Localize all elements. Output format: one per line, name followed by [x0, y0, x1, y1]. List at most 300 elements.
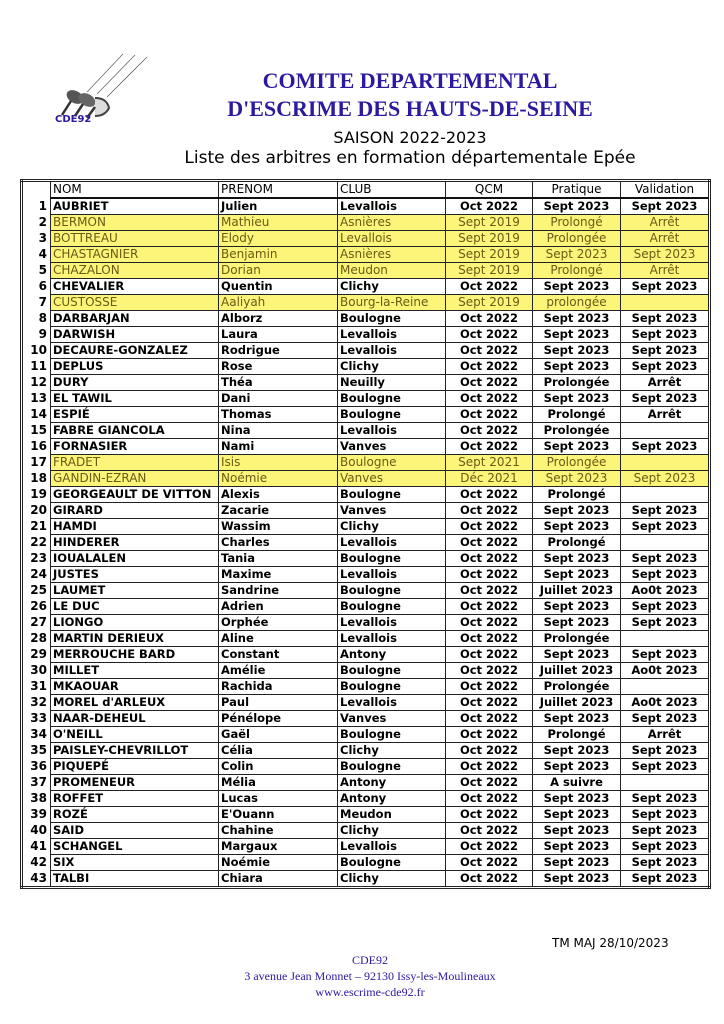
table-row: [22, 407, 710, 423]
cell-nom: SAID: [51, 823, 219, 839]
table-row: [22, 775, 710, 791]
table-row: [22, 551, 710, 567]
table-row: [22, 471, 710, 487]
cell-pratique: Sept 2023: [533, 503, 621, 519]
column-header-pratique: Pratique: [533, 181, 621, 199]
cell-nom: MOREL d'ARLEUX: [51, 695, 219, 711]
cell-validation: Ao0t 2023: [621, 583, 710, 599]
table-row: [22, 807, 710, 823]
cell-nom: GEORGEAULT DE VITTON: [51, 487, 219, 503]
table-row: [22, 198, 710, 215]
cell-pratique: Sept 2023: [533, 519, 621, 535]
cell-validation: Sept 2023: [621, 871, 710, 888]
season-label: SAISON 2022-2023: [333, 128, 487, 147]
cell-qcm: Sept 2019: [446, 263, 533, 279]
row-number: 33: [30, 711, 47, 725]
cell-nom: EL TAWIL: [51, 391, 219, 407]
cell-prenom: Rose: [219, 359, 338, 375]
cell-club: Levallois: [338, 631, 446, 647]
table-row: [22, 535, 710, 551]
cell-qcm: Oct 2022: [446, 375, 533, 391]
cell-qcm: Sept 2021: [446, 455, 533, 471]
cell-qcm: Sept 2019: [446, 295, 533, 311]
cell-nom: CHAZALON: [51, 263, 219, 279]
cell-qcm: Oct 2022: [446, 839, 533, 855]
cell-pratique: Sept 2023: [533, 839, 621, 855]
cell-validation: Sept 2023: [621, 823, 710, 839]
cell-pratique: Sept 2023: [533, 327, 621, 343]
table-row: [22, 359, 710, 375]
cell-validation: Sept 2023: [621, 743, 710, 759]
cell-prenom: Noémie: [219, 855, 338, 871]
table-row: [22, 423, 710, 439]
title-line-1: COMITE DEPARTEMENTAL: [262, 68, 558, 93]
cell-qcm: Sept 2019: [446, 215, 533, 231]
cell-validation: Sept 2023: [621, 599, 710, 615]
cell-nom: LAUMET: [51, 583, 219, 599]
cell-nom: FABRE GIANCOLA: [51, 423, 219, 439]
row-number: 28: [30, 631, 47, 645]
title-line-2: D'ESCRIME DES HAUTS-DE-SEINE: [227, 96, 593, 121]
row-number: 14: [30, 407, 47, 421]
cell-nom: HINDERER: [51, 535, 219, 551]
cell-validation: Arrêt: [621, 263, 710, 279]
cell-prenom: Constant: [219, 647, 338, 663]
cell-qcm: Oct 2022: [446, 327, 533, 343]
row-number: 30: [30, 663, 47, 677]
cell-validation: [621, 487, 710, 503]
table-header-row: [22, 181, 710, 199]
cell-nom: O'NEILL: [51, 727, 219, 743]
cell-pratique: Sept 2023: [533, 391, 621, 407]
cell-qcm: Oct 2022: [446, 391, 533, 407]
list-title: Liste des arbitres en formation départementale Epée: [184, 148, 636, 168]
referees-table: [20, 179, 711, 889]
cell-club: Levallois: [338, 535, 446, 551]
table-row: [22, 311, 710, 327]
table-row: [22, 871, 710, 888]
cell-pratique: Prolongée: [533, 231, 621, 247]
cell-nom: DARWISH: [51, 327, 219, 343]
cell-validation: Sept 2023: [621, 567, 710, 583]
row-number: 15: [30, 423, 47, 437]
cell-validation: Sept 2023: [621, 759, 710, 775]
cell-nom: IOUALALEN: [51, 551, 219, 567]
cell-pratique: Prolongée: [533, 631, 621, 647]
cell-pratique: Sept 2023: [533, 759, 621, 775]
column-header-prenom: PRENOM: [219, 181, 338, 199]
row-number: 40: [30, 823, 47, 837]
table-row: [22, 263, 710, 279]
table-row: [22, 855, 710, 871]
cell-qcm: Oct 2022: [446, 503, 533, 519]
cell-prenom: Colin: [219, 759, 338, 775]
cell-prenom: Wassim: [219, 519, 338, 535]
row-number: 37: [30, 775, 47, 789]
cell-pratique: Sept 2023: [533, 279, 621, 295]
table-row: [22, 759, 710, 775]
row-number: 9: [38, 327, 47, 341]
cell-validation: Sept 2023: [621, 551, 710, 567]
cell-club: Boulogne: [338, 663, 446, 679]
cell-pratique: Sept 2023: [533, 711, 621, 727]
cell-club: Levallois: [338, 423, 446, 439]
cell-pratique: Sept 2023: [533, 359, 621, 375]
cell-pratique: Juillet 2023: [533, 583, 621, 599]
cell-nom: LE DUC: [51, 599, 219, 615]
cell-validation: [621, 423, 710, 439]
cell-prenom: Orphée: [219, 615, 338, 631]
cell-prenom: Tania: [219, 551, 338, 567]
cell-club: Boulogne: [338, 583, 446, 599]
cell-club: Vanves: [338, 503, 446, 519]
cell-nom: GANDIN-EZRAN: [51, 471, 219, 487]
cell-nom: ESPIÉ: [51, 407, 219, 423]
cell-club: Levallois: [338, 198, 446, 215]
cell-validation: Arrêt: [621, 215, 710, 231]
cell-club: Boulogne: [338, 311, 446, 327]
cell-validation: [621, 295, 710, 311]
cell-nom: BERMON: [51, 215, 219, 231]
table-row: [22, 295, 710, 311]
cell-pratique: Sept 2023: [533, 855, 621, 871]
cell-pratique: Sept 2023: [533, 615, 621, 631]
cell-qcm: Oct 2022: [446, 759, 533, 775]
row-number: 6: [38, 279, 47, 293]
cell-nom: MILLET: [51, 663, 219, 679]
row-number: 7: [38, 295, 47, 309]
cell-qcm: Oct 2022: [446, 567, 533, 583]
row-number: 29: [30, 647, 47, 661]
cell-nom: CHEVALIER: [51, 279, 219, 295]
cell-prenom: Maxime: [219, 567, 338, 583]
logo-text: CDE92: [55, 114, 92, 125]
row-number: 12: [30, 375, 47, 389]
cell-nom: DURY: [51, 375, 219, 391]
cell-pratique: Sept 2023: [533, 247, 621, 263]
table-row: [22, 455, 710, 471]
cell-qcm: Oct 2022: [446, 519, 533, 535]
table-row: [22, 215, 710, 231]
row-number: 25: [30, 583, 47, 597]
footer-address: 3 avenue Jean Monnet – 92130 Issy-les-Moulineaux: [244, 969, 496, 983]
cell-validation: Sept 2023: [621, 439, 710, 455]
cell-qcm: Oct 2022: [446, 647, 533, 663]
row-number: 35: [30, 743, 47, 757]
row-number: 18: [30, 471, 47, 485]
cell-nom: HAMDI: [51, 519, 219, 535]
column-header-qcm: QCM: [446, 181, 533, 199]
cell-nom: JUSTES: [51, 567, 219, 583]
cell-qcm: Oct 2022: [446, 198, 533, 215]
cell-prenom: Quentin: [219, 279, 338, 295]
row-number: 11: [30, 359, 47, 373]
cell-club: Antony: [338, 775, 446, 791]
cell-prenom: Margaux: [219, 839, 338, 855]
table-row: [22, 391, 710, 407]
cell-nom: TALBI: [51, 871, 219, 888]
cell-validation: Sept 2023: [621, 247, 710, 263]
cell-prenom: Lucas: [219, 791, 338, 807]
cell-validation: [621, 631, 710, 647]
cell-club: Boulogne: [338, 855, 446, 871]
cell-prenom: Alexis: [219, 487, 338, 503]
cell-nom: FORNASIER: [51, 439, 219, 455]
cell-club: Clichy: [338, 519, 446, 535]
cell-club: Levallois: [338, 343, 446, 359]
cell-qcm: Sept 2019: [446, 247, 533, 263]
cell-club: Boulogne: [338, 679, 446, 695]
cell-prenom: Chiara: [219, 871, 338, 888]
row-number: 2: [38, 215, 47, 229]
cell-pratique: Sept 2023: [533, 471, 621, 487]
cell-validation: Sept 2023: [621, 519, 710, 535]
cell-nom: PROMENEUR: [51, 775, 219, 791]
cell-club: Boulogne: [338, 407, 446, 423]
table-row: [22, 375, 710, 391]
cell-qcm: Oct 2022: [446, 807, 533, 823]
row-number: 16: [30, 439, 47, 453]
cell-nom: NAAR-DEHEUL: [51, 711, 219, 727]
cell-nom: GIRARD: [51, 503, 219, 519]
row-number: 31: [30, 679, 47, 693]
cell-validation: Arrêt: [621, 727, 710, 743]
update-note: TM MAJ 28/10/2023: [552, 936, 669, 950]
cell-prenom: Dani: [219, 391, 338, 407]
cell-validation: Ao0t 2023: [621, 663, 710, 679]
cell-pratique: Prolongée: [533, 375, 621, 391]
cell-pratique: Prolongée: [533, 423, 621, 439]
cell-club: Clichy: [338, 279, 446, 295]
cell-nom: MKAOUAR: [51, 679, 219, 695]
cell-validation: Sept 2023: [621, 359, 710, 375]
cell-club: Boulogne: [338, 551, 446, 567]
row-number: 41: [30, 839, 47, 853]
table-row: [22, 439, 710, 455]
cell-qcm: Oct 2022: [446, 743, 533, 759]
cell-club: Antony: [338, 647, 446, 663]
cell-nom: MARTIN DERIEUX: [51, 631, 219, 647]
cell-pratique: Sept 2023: [533, 439, 621, 455]
cell-nom: BOTTREAU: [51, 231, 219, 247]
cell-prenom: Aline: [219, 631, 338, 647]
row-number: 17: [30, 455, 47, 469]
cell-nom: CUSTOSSE: [51, 295, 219, 311]
cell-nom: MERROUCHE BARD: [51, 647, 219, 663]
cell-qcm: Oct 2022: [446, 279, 533, 295]
table-row: [22, 823, 710, 839]
cell-nom: SIX: [51, 855, 219, 871]
cell-club: Vanves: [338, 711, 446, 727]
cell-nom: CHASTAGNIER: [51, 247, 219, 263]
cell-validation: Sept 2023: [621, 503, 710, 519]
cell-validation: Sept 2023: [621, 791, 710, 807]
cell-qcm: Oct 2022: [446, 551, 533, 567]
cell-qcm: Oct 2022: [446, 407, 533, 423]
cell-pratique: Prolongé: [533, 263, 621, 279]
row-number: 1: [38, 198, 47, 213]
row-number: 34: [30, 727, 47, 741]
cell-qcm: Oct 2022: [446, 615, 533, 631]
cell-nom: AUBRIET: [51, 198, 219, 215]
cell-prenom: Noémie: [219, 471, 338, 487]
cell-qcm: Oct 2022: [446, 535, 533, 551]
cell-nom: DARBARJAN: [51, 311, 219, 327]
cell-nom: PIQUEPÉ: [51, 759, 219, 775]
cell-pratique: Prolongé: [533, 487, 621, 503]
cell-prenom: Paul: [219, 695, 338, 711]
cell-validation: [621, 775, 710, 791]
cell-club: Antony: [338, 791, 446, 807]
table-row: [22, 343, 710, 359]
cell-validation: Sept 2023: [621, 647, 710, 663]
cell-nom: SCHANGEL: [51, 839, 219, 855]
cell-validation: Arrêt: [621, 375, 710, 391]
cell-nom: ROZÉ: [51, 807, 219, 823]
cell-prenom: Théa: [219, 375, 338, 391]
cell-qcm: Oct 2022: [446, 343, 533, 359]
cell-prenom: Julien: [219, 198, 338, 215]
cell-nom: FRADET: [51, 455, 219, 471]
cell-qcm: Oct 2022: [446, 791, 533, 807]
cell-validation: [621, 455, 710, 471]
row-number: 4: [38, 247, 47, 261]
cell-qcm: Oct 2022: [446, 631, 533, 647]
cell-validation: [621, 679, 710, 695]
cell-pratique: Sept 2023: [533, 567, 621, 583]
table-row: [22, 487, 710, 503]
cell-prenom: Rodrigue: [219, 343, 338, 359]
cell-validation: Sept 2023: [621, 471, 710, 487]
cell-qcm: Oct 2022: [446, 583, 533, 599]
row-number: 26: [30, 599, 47, 613]
table-row: [22, 631, 710, 647]
cell-validation: Sept 2023: [621, 615, 710, 631]
cell-prenom: Pénélope: [219, 711, 338, 727]
cell-qcm: Oct 2022: [446, 711, 533, 727]
cell-club: Levallois: [338, 231, 446, 247]
cell-validation: Sept 2023: [621, 839, 710, 855]
row-number: 38: [30, 791, 47, 805]
cell-prenom: Elody: [219, 231, 338, 247]
table-row: [22, 791, 710, 807]
cell-club: Clichy: [338, 743, 446, 759]
cell-pratique: Sept 2023: [533, 551, 621, 567]
cell-club: Asnières: [338, 215, 446, 231]
cell-club: Meudon: [338, 263, 446, 279]
cell-validation: Sept 2023: [621, 198, 710, 215]
cell-validation: [621, 535, 710, 551]
table-row: [22, 663, 710, 679]
cell-club: Bourg-la-Reine: [338, 295, 446, 311]
table-row: [22, 519, 710, 535]
cell-qcm: Oct 2022: [446, 823, 533, 839]
cell-qcm: Oct 2022: [446, 695, 533, 711]
cell-club: Levallois: [338, 567, 446, 583]
cell-prenom: Charles: [219, 535, 338, 551]
table-row: [22, 647, 710, 663]
cell-nom: LIONGO: [51, 615, 219, 631]
cell-pratique: prolongée: [533, 295, 621, 311]
row-number: 3: [38, 231, 47, 245]
cell-validation: Arrêt: [621, 231, 710, 247]
cell-qcm: Oct 2022: [446, 775, 533, 791]
cell-qcm: Oct 2022: [446, 663, 533, 679]
cell-validation: Sept 2023: [621, 391, 710, 407]
cell-pratique: Sept 2023: [533, 311, 621, 327]
cell-qcm: Oct 2022: [446, 855, 533, 871]
cell-nom: DECAURE-GONZALEZ: [51, 343, 219, 359]
footer-website-link[interactable]: www.escrime-cde92.fr: [315, 985, 425, 999]
cell-validation: Ao0t 2023: [621, 695, 710, 711]
row-number: 42: [30, 855, 47, 869]
table-row: [22, 583, 710, 599]
cell-pratique: Prolongée: [533, 679, 621, 695]
cell-pratique: Prolongé: [533, 535, 621, 551]
cell-qcm: Oct 2022: [446, 359, 533, 375]
row-number: 13: [30, 391, 47, 405]
cell-club: Clichy: [338, 359, 446, 375]
row-number: 23: [30, 551, 47, 565]
cell-club: Levallois: [338, 695, 446, 711]
cell-prenom: Rachida: [219, 679, 338, 695]
table-row: [22, 743, 710, 759]
cell-pratique: Prolongé: [533, 215, 621, 231]
cell-qcm: Oct 2022: [446, 311, 533, 327]
cell-club: Neuilly: [338, 375, 446, 391]
cell-club: Asnières: [338, 247, 446, 263]
cell-club: Levallois: [338, 327, 446, 343]
cell-pratique: Juillet 2023: [533, 695, 621, 711]
cell-club: Vanves: [338, 471, 446, 487]
cell-nom: PAISLEY-CHEVRILLOT: [51, 743, 219, 759]
cell-club: Boulogne: [338, 727, 446, 743]
cell-club: Meudon: [338, 807, 446, 823]
row-number: 19: [30, 487, 47, 501]
row-number: 8: [38, 311, 47, 325]
table-row: [22, 279, 710, 295]
cell-qcm: Oct 2022: [446, 679, 533, 695]
cell-prenom: Aaliyah: [219, 295, 338, 311]
cell-prenom: Adrien: [219, 599, 338, 615]
cell-pratique: Sept 2023: [533, 198, 621, 215]
cell-prenom: Isis: [219, 455, 338, 471]
cell-pratique: Sept 2023: [533, 871, 621, 888]
cell-club: Boulogne: [338, 391, 446, 407]
row-number: 39: [30, 807, 47, 821]
table-row: [22, 567, 710, 583]
table-row: [22, 679, 710, 695]
row-number: 24: [30, 567, 47, 581]
cell-validation: Sept 2023: [621, 711, 710, 727]
referees-table-wrapper: [20, 179, 711, 889]
cell-validation: Sept 2023: [621, 343, 710, 359]
cell-prenom: Benjamin: [219, 247, 338, 263]
cell-validation: Sept 2023: [621, 311, 710, 327]
row-number: 36: [30, 759, 47, 773]
cell-prenom: Zacarie: [219, 503, 338, 519]
cell-qcm: Sept 2019: [446, 231, 533, 247]
cell-pratique: Sept 2023: [533, 823, 621, 839]
cell-prenom: E'Ouann: [219, 807, 338, 823]
cell-validation: Arrêt: [621, 407, 710, 423]
cell-qcm: Oct 2022: [446, 871, 533, 888]
cell-pratique: Juillet 2023: [533, 663, 621, 679]
row-number: 5: [38, 263, 47, 277]
cell-club: Levallois: [338, 839, 446, 855]
cell-prenom: Thomas: [219, 407, 338, 423]
table-row: [22, 711, 710, 727]
